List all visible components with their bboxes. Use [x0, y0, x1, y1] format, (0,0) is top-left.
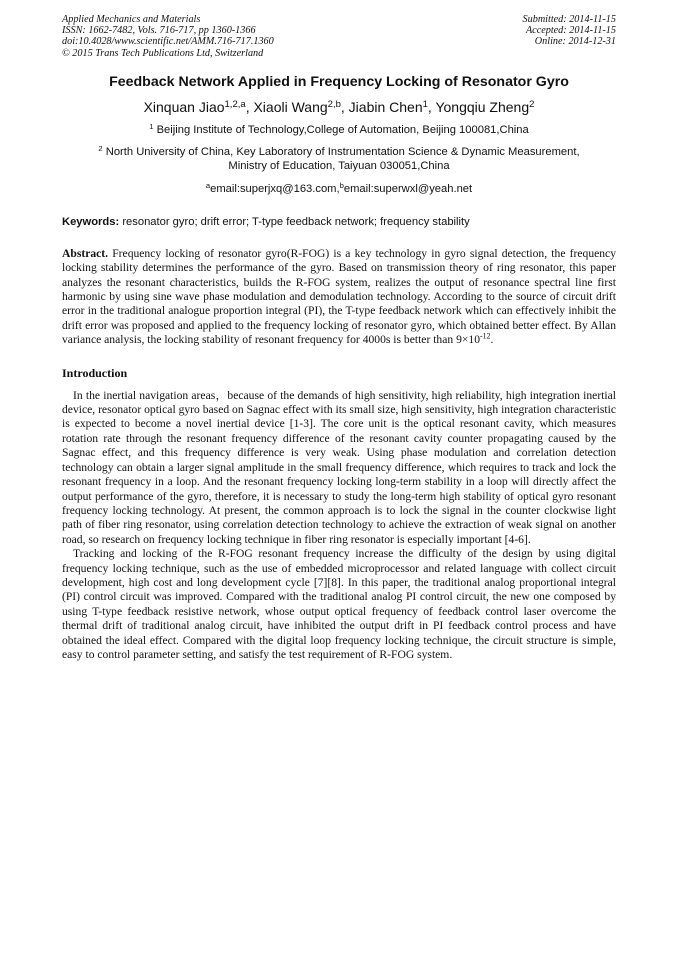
affiliation-text-line2: Ministry of Education, Taiyuan 030051,China: [228, 159, 450, 172]
author-name: Xinquan Jiao: [143, 98, 225, 115]
author-list: [62, 99, 616, 116]
keywords: [62, 215, 616, 229]
author-name: Jiabin Chen: [348, 98, 423, 115]
author-affiliation-marker: 1,2,a: [224, 98, 246, 110]
affiliation-2: [62, 145, 616, 173]
affiliation-marker: 2: [98, 143, 103, 153]
journal-info: [62, 14, 274, 59]
affiliation-text: Beijing Institute of Technology,College of Automation, Beijing 100081,China: [156, 123, 529, 136]
affiliation-marker: 1: [149, 121, 154, 131]
paper-title: Feedback Network Applied in Frequency Locking of Resonator Gyro: [109, 73, 569, 90]
abstract-label: Abstract.: [62, 246, 109, 260]
abstract: [62, 247, 616, 348]
author-name: Xiaoli Wang: [253, 98, 328, 115]
author-separator: ,: [427, 98, 436, 115]
author-affiliation-marker: 2: [529, 98, 535, 110]
issn-line: ISSN: 1662-7482, Vols. 716-717, pp 1360-1366: [62, 25, 256, 37]
author-affiliation-marker: 2,b: [327, 98, 341, 110]
email-line: [62, 182, 616, 196]
abstract-text: Frequency locking of resonator gyro(R-FOG) is a key technology in gyro signal detection, the frequency locking stability determines the performance of the gyro. Based on transmission theory of ring resonator, this paper analyzes the resonant characteristics, builds the R-FOG system, realizes the output of resonance spectral line first harmonic by using sine wave phase modulation and demodulation technology. According to the source of circuit drift error in the traditional analogue proportion integral (PI), the T-type feedback network which can effectively inhibit the drift error was proposed and applied to the frequency locking of resonator gyro, which obtained better effect. By Allan variance analysis, the locking stability of resonant frequency for 4000s is better than 9×10: [62, 246, 616, 347]
intro-paragraph-1: In the inertial navigation areas，because of the demands of high sensitivity, high reliability, high integration inertial device, resonator optical gyro based on Sagnac effect with its small size, high sensitivity, high integration characteristic is expected to become a novel inertial device [1-3]. The core unit is the optical resonant cavity, which measures rotation rate through the resonant frequency difference of the resonant cavity counter propagating caused by the Sagnac effect, and this frequency difference is very weak. Using phase modulation and correlation detection technology can obtain a larger signal amplitude in the small frequency difference, which requires to track and lock the resonant frequency in a loop. And the resonant frequency locking long-term stability in a loop will directly affect the output performance of the gyro, therefore, it is necessary to study the long-term high stability of optical gyro resonant frequency locking technology. At present, the common approach is to lock the signal in the counter clockwise light path of fiber ring resonator, using correlation detection technology to achieve the extraction of weak signal on another road, so research on frequency locking technique in fiber ring resonator is especially important [4-6].: [62, 388, 616, 546]
email-a[interactable]: email:superjxq@163.com,: [210, 182, 340, 195]
email-marker: b: [339, 180, 344, 190]
email-b[interactable]: email:superwxl@yeah.net: [343, 182, 473, 195]
affiliation-1: [62, 123, 616, 137]
email-marker: a: [205, 180, 211, 190]
author-separator: ,: [340, 98, 349, 115]
keywords-text: resonator gyro; drift error; T-type feedback network; frequency stability: [122, 215, 470, 228]
section-heading-introduction: Introduction: [62, 365, 128, 380]
journal-name: Applied Mechanics and Materials: [62, 14, 201, 25]
intro-paragraph-2: Tracking and locking of the R-FOG resonant frequency increase the difficulty of the design by using digital frequency locking technique, such as the use of embedded microprocessor and related language with collect circuit development, high cost and long development cycle [7][8]. In this paper, the traditional analog proportional integral (PI) control circuit was improved. Compared with the traditional analog PI control circuit, the new one composed by using T-type feedback resistive network, whose output optical frequency of feedback control laser overcome the thermal drift of traditional analog circuit, have inhibited the output drift in PI feedback control process and have obtained the ideal effect. Compared with the digital loop frequency locking technique, the circuit structure is simple, easy to control parameter setting, and satisfy the test requirement of R-FOG system.: [62, 547, 616, 661]
journal-header: [62, 14, 616, 59]
accepted-date: Accepted: 2014-11-15: [525, 25, 616, 37]
author-separator: ,: [245, 98, 254, 115]
keywords-label: Keywords:: [62, 215, 120, 228]
affiliation-text-line1: North University of China, Key Laboratory of Instrumentation Science & Dynamic Measurement,: [105, 145, 580, 158]
submitted-date: Submitted: 2014-11-15: [522, 14, 616, 25]
abstract-exponent: -12: [480, 331, 491, 341]
online-date: Online: 2014-12-31: [534, 36, 616, 48]
abstract-end: .: [490, 333, 494, 347]
publication-dates: [523, 14, 616, 59]
author-affiliation-marker: 1: [422, 98, 428, 110]
author-name: Yongqiu Zheng: [435, 98, 530, 115]
doi-link[interactable]: doi:10.4028/www.scientific.net/AMM.716-717.1360: [62, 36, 274, 48]
copyright-line: © 2015 Trans Tech Publications Ltd, Switzerland: [62, 47, 264, 59]
